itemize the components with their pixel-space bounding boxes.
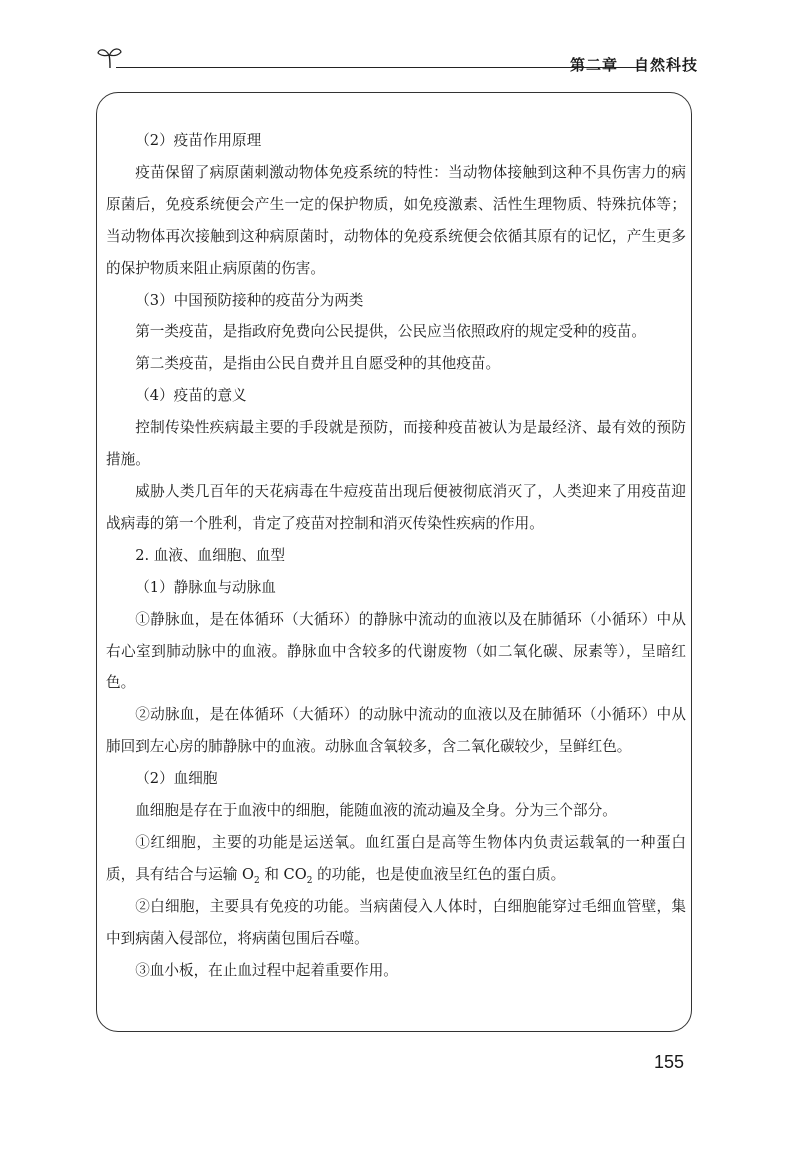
page-header xyxy=(96,44,706,80)
chapter-title: 自然科技 xyxy=(633,56,698,74)
chapter-number: 第二章 xyxy=(569,56,618,74)
paragraph-text: 的功能，也是使血液呈红色的蛋白质。 xyxy=(312,865,566,883)
paragraph: 第二类疫苗，是指由公民自费并且自愿受种的其他疫苗。 xyxy=(135,355,501,373)
paragraph: 血细胞是存在于血液中的细胞，能随血液的流动遍及全身。分为三个部分。 xyxy=(135,802,617,820)
paragraph-text: 和 CO xyxy=(259,865,307,883)
paragraph: ②白细胞，主要具有免疫的功能。当病菌侵入人体时，白细胞能穿过毛细血管壁，集中到病菌入侵部位，将病菌包围后吞噬。 xyxy=(106,897,686,947)
header-rule xyxy=(116,67,646,68)
paragraph: 控制传染性疾病最主要的手段就是预防，而接种疫苗被认为是最经济、最有效的预防措施。 xyxy=(106,419,686,469)
section-heading: （3）中国预防接种的疫苗分为两类 xyxy=(135,291,364,309)
section-heading: （1）静脉血与动脉血 xyxy=(135,578,276,596)
paragraph xyxy=(106,827,686,891)
page-number: 155 xyxy=(654,1052,685,1072)
section-heading: （2）疫苗作用原理 xyxy=(135,132,262,149)
paragraph-text: ①红细胞，主要的功能是运送氧。血红蛋白是高等生物体内负责运载氧的一种蛋白质，具有结合与运输 O xyxy=(106,833,686,883)
paragraph: 第一类疫苗，是指政府免费向公民提供，公民应当依照政府的规定受种的疫苗。 xyxy=(135,323,646,341)
paragraph: ③血小板，在止血过程中起着重要作用。 xyxy=(135,961,398,979)
paragraph: 疫苗保留了病原菌刺激动物体免疫系统的特性：当动物体接触到这种不具伤害力的病原菌后，免疫系统便会产生一定的保护物质，如免疫激素、活性生理物质、特殊抗体等；当动物体再次接触到这种病原菌时，动物体的免疫系统便会依循其原有的记忆，产生更多的保护物质来阻止病原菌的伤害。 xyxy=(106,163,686,277)
section-heading: （4）疫苗的意义 xyxy=(135,387,247,405)
subscript: 2 xyxy=(306,875,313,886)
section-heading: （2）血细胞 xyxy=(135,770,218,788)
page-content xyxy=(106,125,686,986)
section-heading: 2. 血液、血细胞、血型 xyxy=(135,546,286,564)
chapter-heading xyxy=(570,54,698,75)
paragraph: ②动脉血，是在体循环（大循环）的动脉中流动的血液以及在肺循环（小循环）中从肺回到左心房的肺静脉中的血液。动脉血含氧较多，含二氧化碳较少，呈鲜红色。 xyxy=(106,706,686,756)
subscript: 2 xyxy=(253,875,260,886)
paragraph: ①静脉血，是在体循环（大循环）的静脉中流动的血液以及在肺循环（小循环）中从右心室到肺动脉中的血液。静脉血中含较多的代谢废物（如二氧化碳、尿素等），呈暗红色。 xyxy=(106,610,686,692)
paragraph: 威胁人类几百年的天花病毒在牛痘疫苗出现后便被彻底消灭了，人类迎来了用疫苗迎战病毒的第一个胜利，肯定了疫苗对控制和消灭传染性疾病的作用。 xyxy=(106,482,686,532)
